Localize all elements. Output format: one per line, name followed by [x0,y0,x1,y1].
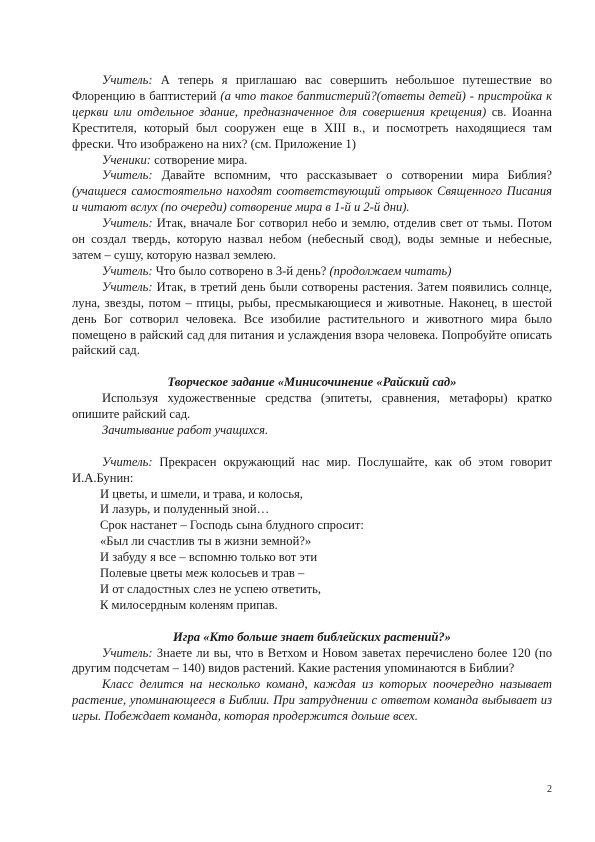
spacer [72,439,552,455]
italic-remark: (а что такое баптистерий?(ответы детей) - пристройка к церкви или отдельное здание, предназначенное для совершения крещения) [72,88,552,119]
paragraph-bible-question [72,168,552,216]
speaker-label: Учитель: [102,73,153,87]
paragraph-reading: Зачитывание работ учащихся. [102,422,269,437]
text-span: Итак, в третий день были сотворены растения. Затем появились солнце, луна, звезды, потом – птицы, рыбы, пресмыкающиеся и животные. Наконец, в шестой день Бог сотворил человека. Все изобилие растительного и животного мира было помещено в райский сад для питания и услаждения взора человека. Попробуйте описать райский сад. [72,279,552,358]
speaker-label: Ученики: [102,152,151,167]
paragraph-task: Используя художественные средства (эпитеты, сравнения, метафоры) кратко опишите райский сад. [72,391,552,422]
text-span: св. Иоанна Крестителя, который был сооружен еще в XIII в., и посмотреть находящиеся там фрески. Что изображено на них? (см. Приложение 1) [72,104,552,151]
poem-line: Срок настанет – Господь сына блудного спросит: [100,518,364,533]
speaker-label: Учитель: [102,645,153,660]
body-text [72,73,552,725]
section-heading-game: Игра «Кто больше знает библейских растений?» [173,629,451,644]
text-span: Давайте вспомним, что рассказывает о сотворении мира Библия? [152,168,552,183]
italic-remark: (продолжаем читать) [329,263,452,278]
speaker-label: Учитель: [102,263,153,278]
section-heading-creative-task: Творческое задание «Минисочинение «Райский сад» [167,375,457,390]
speaker-label: Учитель: [102,168,153,183]
speaker-label: Учитель: [102,279,153,294]
text-span: Что было сотворено в 3-й день? [152,263,330,278]
poem-line: И лазурь, и полуденный зной… [100,502,270,517]
text-span: Итак, вначале Бог сотворил небо и землю, отделив свет от тьмы. Потом он создал твердь, которую назвал небом (небесный свод), воды земные и небесные, затем – сушу, которую назвал землею. [72,216,552,262]
text-span: А теперь я приглашаю вас совершить небольшое путешествие во Флоренцию в баптистерий [72,73,552,103]
paragraph-creation [72,216,552,264]
paragraph-game-rules: Класс делится на несколько команд, каждая из которых поочередно называет растение, упоминающееся в Библии. При затруднении с ответом команда выбывает из игры. Побеждает команда, которая продержится дольше всех. [72,677,552,724]
spacer [72,614,552,630]
poem-line: Полевые цветы меж колосьев и трав – [100,566,305,581]
paragraph-third-day [72,264,552,280]
paragraph-students [72,153,552,169]
paragraph-garden [72,280,552,360]
poem-line: И забуду я все – вспомню только вот эти [100,550,318,565]
poem-line: К милосердным коленям припав. [100,597,278,612]
poem-block [72,487,552,614]
italic-remark: (учащиеся самостоятельно находят соответствующий отрывок Священного Писания и читают вслух (по очереди) сотворение мира в 1-й и 2-й дни). [72,184,552,215]
text-span: Прекрасен окружающий нас мир. Послушайте, как об этом говорит И.А.Бунин: [72,454,552,485]
paragraph-plants [72,646,552,678]
poem-line: «Был ли счастлив ты в жизни земной?» [100,534,312,549]
text-span: сотворение мира. [151,152,248,167]
paragraph-intro [72,73,552,153]
speaker-label: Учитель: [102,454,153,469]
page-number: 2 [547,784,552,795]
paragraph-bunin [72,455,552,487]
spacer [72,359,552,375]
speaker-label: Учитель: [102,216,153,231]
poem-line: И от сладостных слез не успею ответить, [100,581,321,596]
text-span: Знаете ли вы, что в Ветхом и Новом заветах перечислено более 120 (по другим подсчетам – 140) видов растений. Какие растения упоминаются в Библии? [72,645,552,676]
poem-line: И цветы, и шмели, и трава, и колосья, [100,486,303,501]
